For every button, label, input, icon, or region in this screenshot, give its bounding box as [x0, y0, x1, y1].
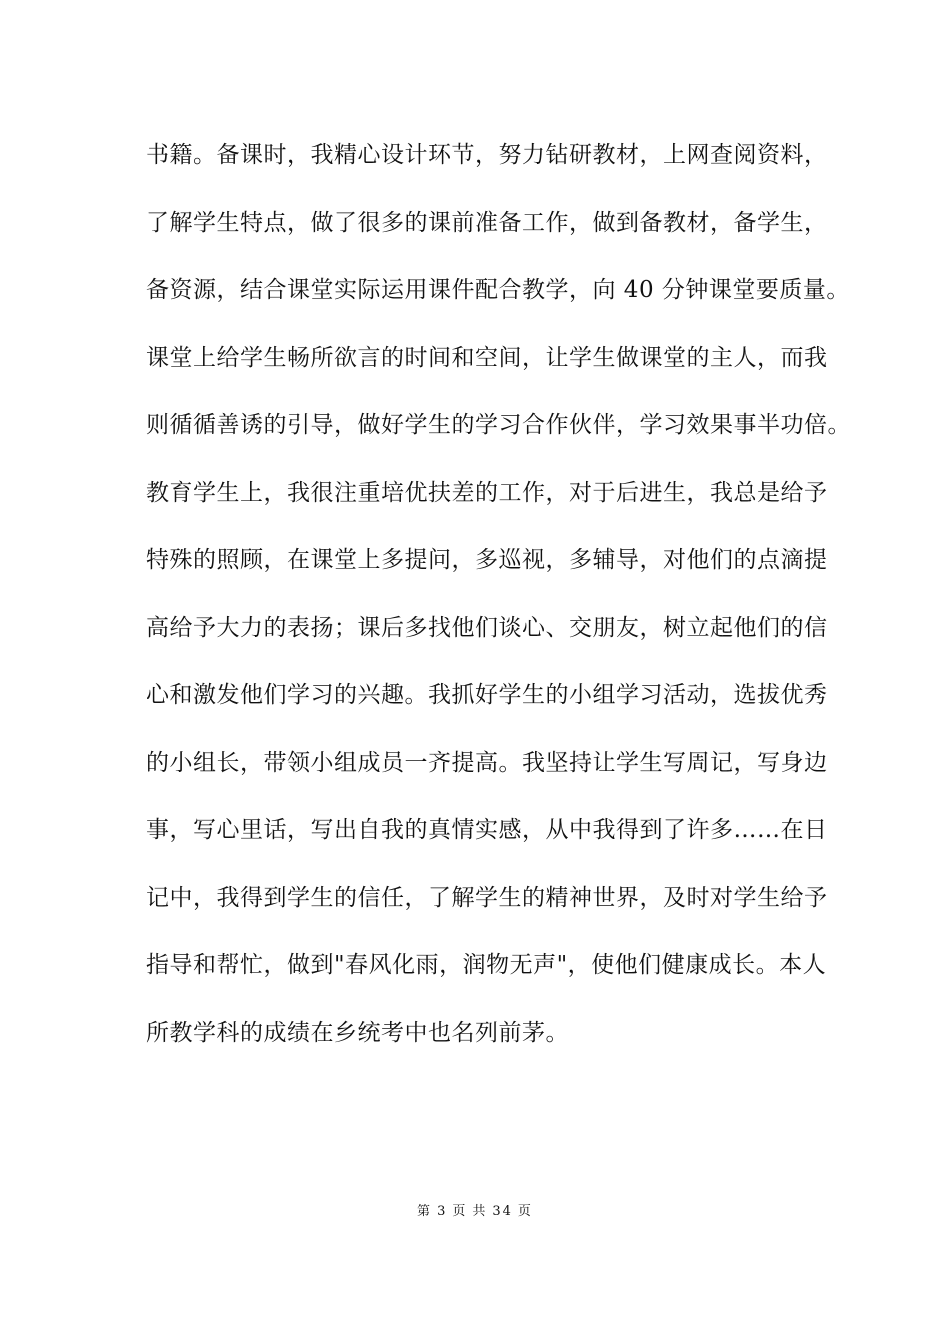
text-line: 了解学生特点，做了很多的课前准备工作，做到备教材，备学生， — [146, 209, 828, 236]
text-line: 事，写心里话，写出自我的真情实感，从中我得到了许多……在日 — [146, 817, 828, 843]
text-line: 特殊的照顾，在课堂上多提问，多巡视，多辅导，对他们的点滴提 — [146, 547, 828, 573]
text-line: 高给予大力的表扬；课后多找他们谈心、交朋友，树立起他们的信 — [146, 614, 828, 641]
text-line: 书籍。备课时，我精心设计环节，努力钻研教材，上网查阅资料， — [146, 142, 828, 168]
footer-suffix: 页 — [517, 1204, 533, 1219]
page-number-footer — [0, 1200, 950, 1219]
text-line: 所教学科的成绩在乡统考中也名列前茅。 — [146, 1019, 569, 1046]
text-line: 教育学生上，我很注重培优扶差的工作，对于后进生，我总是给予 — [146, 479, 828, 506]
text-line: 心和激发他们学习的兴趣。我抓好学生的小组学习活动，选拔优秀 — [146, 682, 828, 708]
text-line: 课堂上给学生畅所欲言的时间和空间，让学生做课堂的主人，而我 — [146, 344, 828, 371]
text-line: 记中，我得到学生的信任，了解学生的精神世界，及时对学生给予 — [146, 884, 828, 911]
footer-total-word: 共 — [472, 1204, 488, 1219]
text-line: 的小组长，带领小组成员一齐提高。我坚持让学生写周记，写身边 — [146, 749, 828, 776]
footer-prefix: 第 — [417, 1204, 433, 1219]
text-line: 指导和帮忙，做到"春风化雨，润物无声"，使他们健康成长。本人 — [146, 952, 827, 978]
body-text — [146, 130, 851, 1075]
text-line: 则循循善诱的引导，做好学生的学习合作伙伴，学习效果事半功倍。 — [146, 412, 851, 438]
text-line: 备资源，结合课堂实际运用课件配合教学，向 40 分钟课堂要质量。 — [146, 277, 850, 303]
footer-current-page: 3 — [437, 1204, 448, 1219]
footer-page-word: 页 — [452, 1204, 468, 1219]
footer-total-pages: 34 — [492, 1204, 513, 1219]
